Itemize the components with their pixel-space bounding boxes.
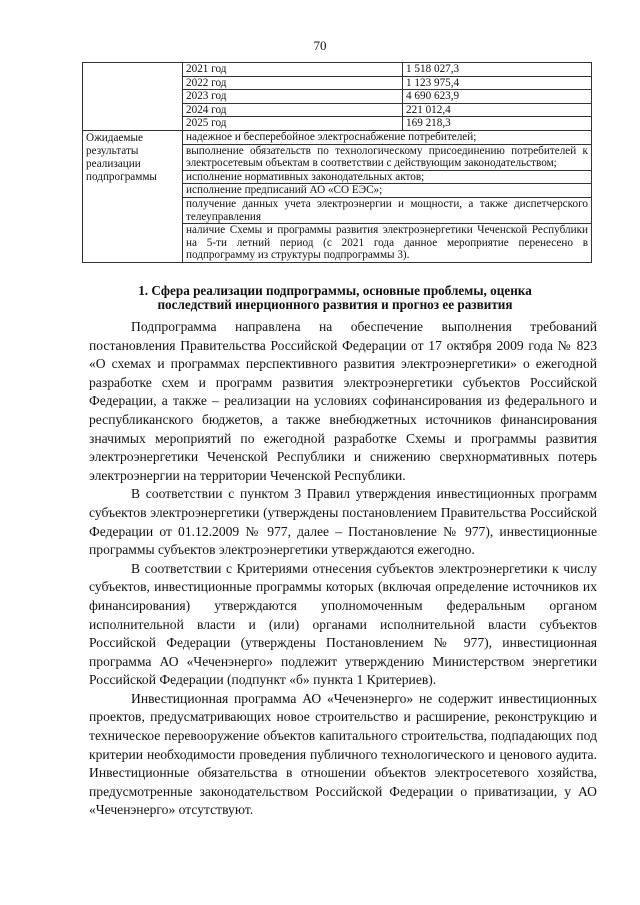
passport-table xyxy=(82,62,592,263)
expected-result-item: выполнение обязательств по технологическому присоединению потребителей к электросетевым объектам в соответствии с действующим законодательством; xyxy=(183,144,592,170)
expected-result-item: исполнение предписаний АО «СО ЕЭС»; xyxy=(183,184,592,198)
result-row xyxy=(83,130,592,144)
expected-results-label: Ожидаемые результаты реализации подпрограммы xyxy=(83,130,183,262)
table-blank-cell xyxy=(83,63,183,131)
section-heading: 1. Сфера реализации подпрограммы, основные проблемы, оценка последствий инерционного развития и прогноз ее развития xyxy=(138,283,532,312)
finance-amount: 169 218,3 xyxy=(403,117,592,131)
paragraph: В соответствии с пунктом 3 Правил утверждения инвестиционных программ субъектов электроэнергетики (утверждены постановлением Правительства Российской Федерации от 01.12.2009 № 977, далее – Постановление № 977), инвестиционные программы субъектов электроэнергетики утверждаются ежегодно. xyxy=(89,486,597,558)
finance-year: 2023 год xyxy=(183,90,403,104)
finance-amount: 221 012,4 xyxy=(403,103,592,117)
body-text xyxy=(89,318,597,820)
page-number: 70 xyxy=(313,38,327,53)
finance-year: 2024 год xyxy=(183,103,403,117)
finance-amount: 1 123 975,4 xyxy=(403,76,592,90)
paragraph: Подпрограмма направлена на обеспечение выполнения требований постановления Правительства Российской Федерации от 17 октября 2009 года № 823 «О схемах и программах перспективного развития электроэнергетики» о ежегодной разработке схем и программ развития электроэнергетики субъектов Российской Федерации, а также – реализации на условиях софинансирования из федерального и республиканского бюджетов, а также внебюджетных источников финансирования значимых мероприятий по ежегодной разработке Схемы и программы развития электроэнергетики Чеченской Республики и снижению сверхнормативных потерь электроэнергии на территории Чеченской Республики. xyxy=(89,319,597,483)
finance-year: 2022 год xyxy=(183,76,403,90)
paragraph: В соответствии с Критериями отнесения субъектов электроэнергетики к числу субъектов, инвестиционные программы которых (включая определение источников их финансирования) утверждаются уполномоченным федеральным органом исполнительной власти и (или) органами исполнительной власти субъектов Российской Федерации (утверждены Постановлением № 977), инвестиционная программа АО «Чеченэнерго» подлежит утверждению Министерством энергетики Российской Федерации (подпункт «б» пункта 1 Критериев). xyxy=(89,560,597,688)
expected-result-item: получение данных учета электроэнергии и мощности, а также диспетчерского телеуправления xyxy=(183,197,592,223)
finance-amount: 1 518 027,3 xyxy=(403,63,592,77)
finance-year: 2025 год xyxy=(183,117,403,131)
expected-result-item: надежное и бесперебойное электроснабжение потребителей; xyxy=(183,130,592,144)
finance-row xyxy=(83,63,592,77)
expected-result-item: исполнение нормативных законодательных актов; xyxy=(183,170,592,184)
paragraph: Инвестиционная программа АО «Чеченэнерго» не содержит инвестиционных проектов, предусматривающих новое строительство и расширение, реконструкцию и техническое перевооружение объектов капитального строительства, подпадающих под критерии необходимости проведения публичного технологического и ценового аудита. Инвестиционные обязательства в отношении объектов электросетевого хозяйства, предусмотренные законодательством Российской Федерации о приватизации, у АО «Чеченэнерго» отсутствуют. xyxy=(89,690,597,818)
finance-amount: 4 690 623,9 xyxy=(403,90,592,104)
expected-result-item: наличие Схемы и программы развития электроэнергетики Чеченской Республики на 5-ти летний период (с 2021 года данное мероприятие перенесено в подпрограмму из структуры подпрограммы 3). xyxy=(183,224,592,263)
finance-year: 2021 год xyxy=(183,63,403,77)
